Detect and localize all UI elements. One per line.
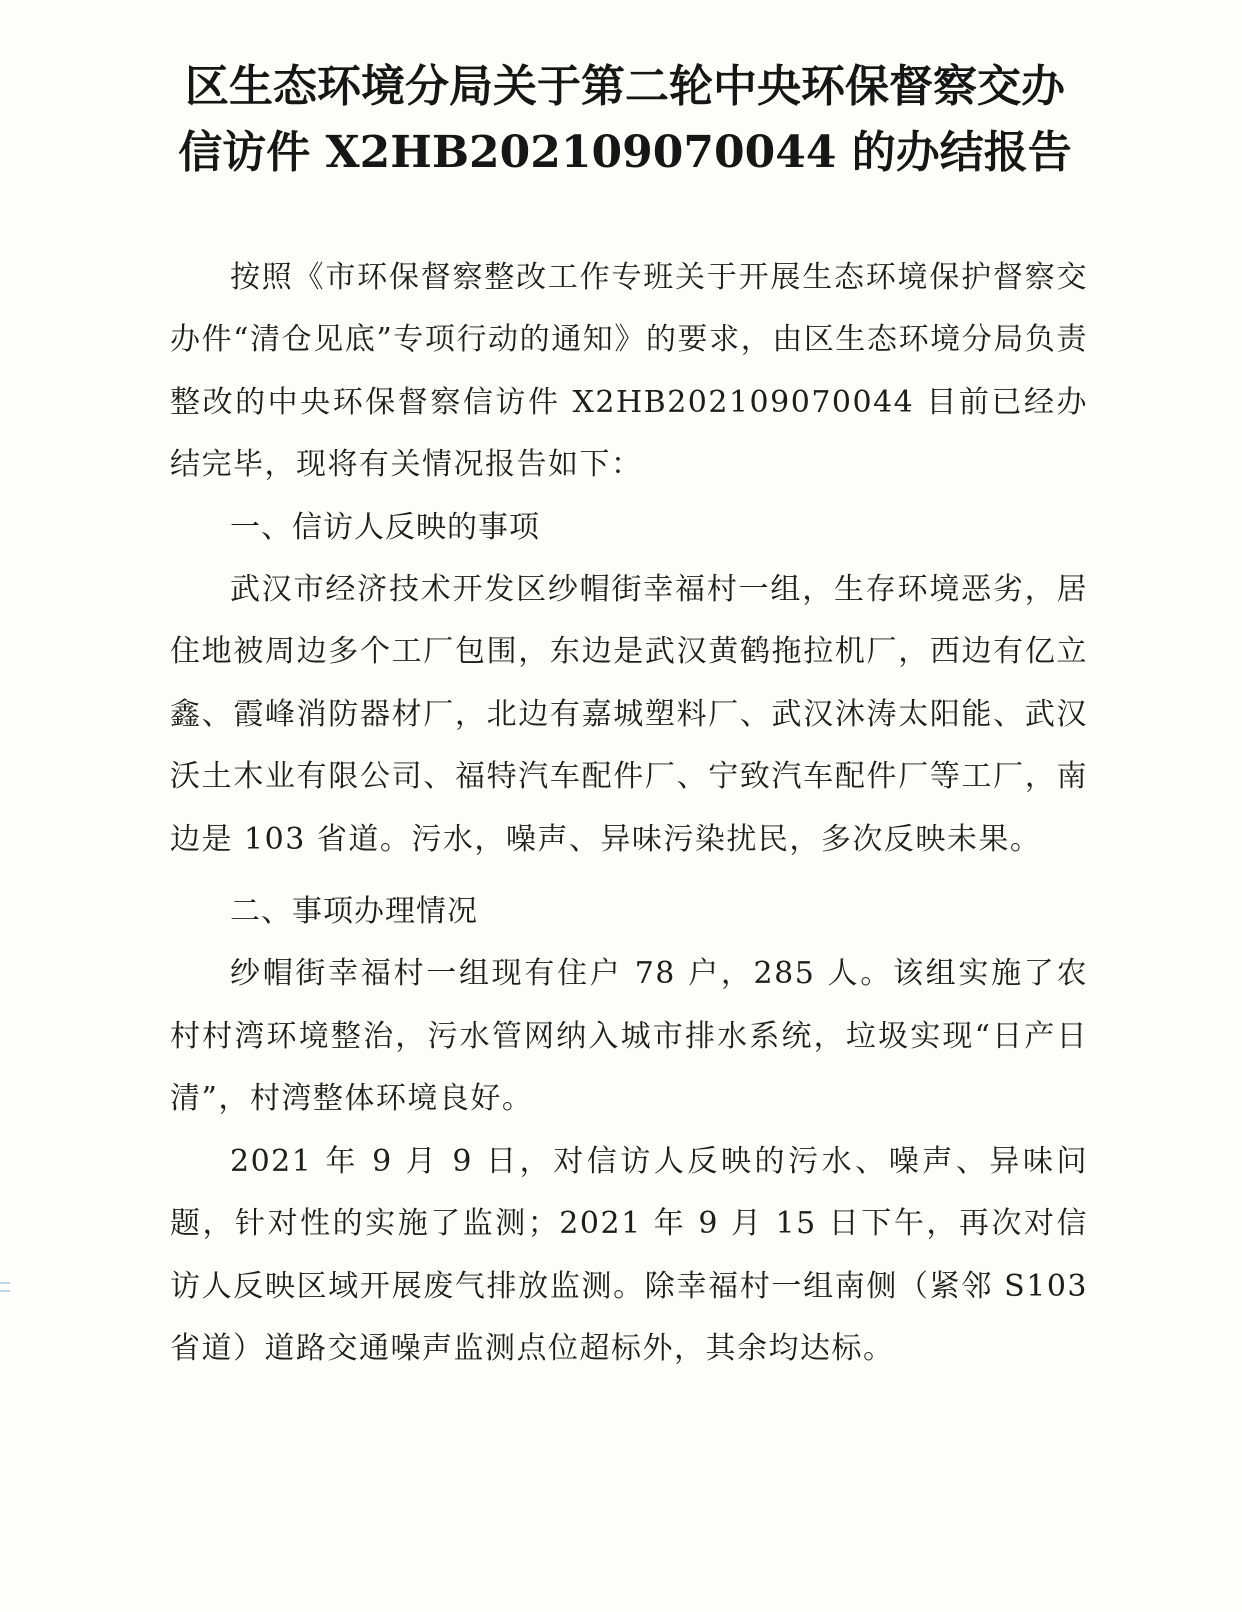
title-line-1: 区生态环境分局关于第二轮中央环保督察交办	[185, 61, 1065, 112]
scan-mark	[0, 1290, 10, 1292]
title-line-2: 信访件 X2HB202109070044 的办结报告	[178, 127, 1072, 178]
scan-mark	[0, 1282, 10, 1284]
section-2-paragraph-2: 2021 年 9 月 9 日，对信访人反映的污水、噪声、异味问题，针对性的实施了监测；2021 年 9 月 15 日下午，再次对信访人反映区域开展废气排放监测。除幸福村一组南侧（紧邻 S103 省道）道路交通噪声监测点位超标外，其余均达标。	[170, 1143, 1088, 1366]
section-2-heading: 二、事项办理情况	[230, 894, 478, 930]
document-title	[150, 54, 1100, 186]
section-1-heading: 一、信访人反映的事项	[230, 509, 540, 545]
section-1-paragraph: 武汉市经济技术开发区纱帽街幸福村一组，生存环境恶劣，居住地被周边多个工厂包围，东边是武汉黄鹤拖拉机厂，西边有亿立鑫、霞峰消防器材厂，北边有嘉城塑料厂、武汉沐涛太阳能、武汉沃土木业有限公司、福特汽车配件厂、宁致汽车配件厂等工厂，南边是 103 省道。污水，噪声、异味污染扰民，多次反映未果。	[170, 572, 1088, 857]
document-body	[170, 247, 1088, 1380]
section-gap	[170, 871, 1088, 881]
section-2-paragraph-1: 纱帽街幸福村一组现有住户 78 户，285 人。该组实施了农村村湾环境整治，污水管网纳入城市排水系统，垃圾实现“日产日清”，村湾整体环境良好。	[170, 956, 1088, 1117]
intro-paragraph: 按照《市环保督察整改工作专班关于开展生态环境保护督察交办件“清仓见底”专项行动的通知》的要求，由区生态环境分局负责整改的中央环保督察信访件 X2HB202109070044 目前已经办结完毕，现将有关情况报告如下：	[170, 260, 1088, 483]
